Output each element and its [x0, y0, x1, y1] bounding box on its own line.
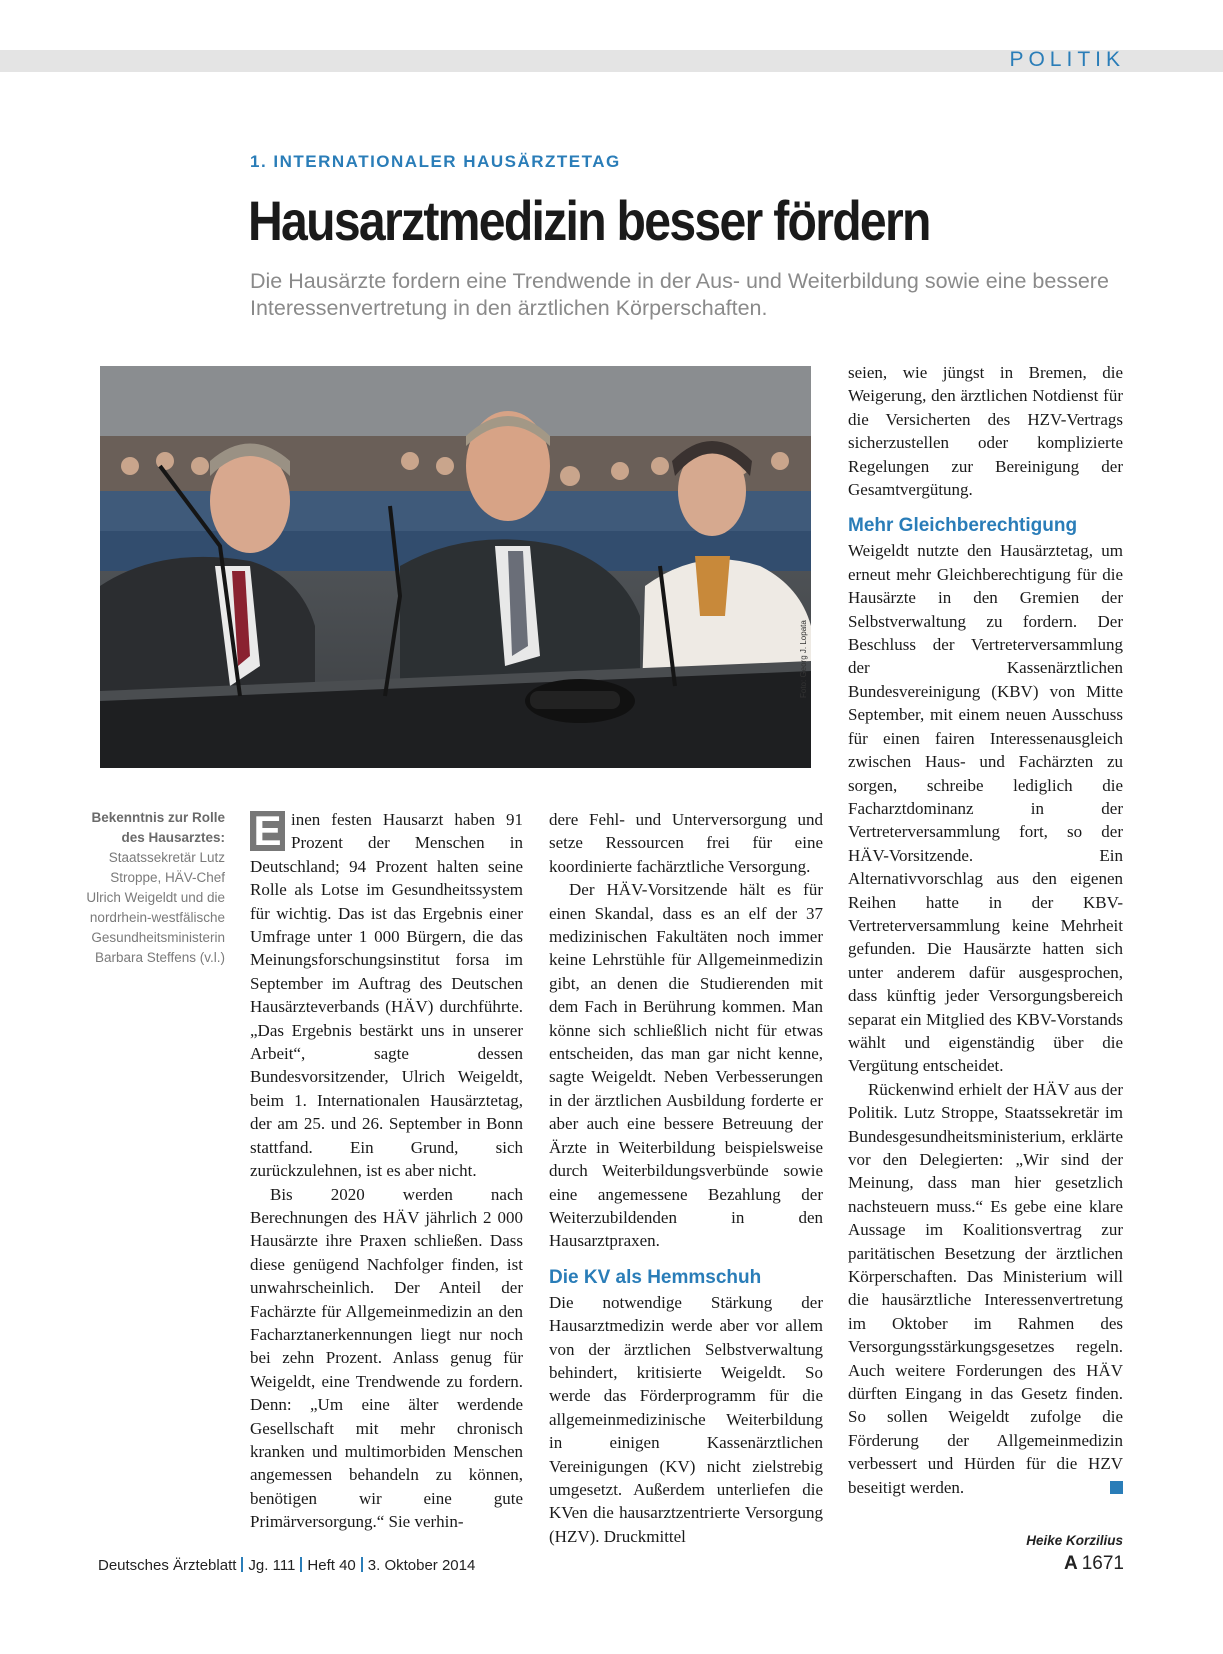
column-2	[549, 808, 823, 1548]
paragraph: dere Fehl- und Unterversorgung und setze Ressourcen frei für eine koordinierte fachärztliche Versorgung.	[549, 810, 823, 876]
caption-text: Staatssekretär Lutz Stroppe, HÄV-Chef Ulrich Weigeldt und die nordrhein-westfälische Gesundheitsministerin Barbara Steffens (v.l.)	[86, 850, 225, 965]
journal-name: Deutsches Ärzteblatt	[98, 1557, 237, 1574]
page-prefix: A	[1063, 1553, 1078, 1574]
subheading: Die KV als Hemmschuh	[549, 1266, 762, 1288]
date: 3. Oktober 2014	[367, 1557, 476, 1574]
paragraph: seien, wie jüngst in Bremen, die Weigerung, den ärztlichen Notdienst für die Versicherten des HZV-Vertrags sicherzustellen oder komplizierte Regelungen zur Bereinigung der Gesamtvergütung.	[848, 363, 1123, 500]
end-mark-icon	[1110, 1481, 1123, 1494]
section-label: POLITIK	[1009, 48, 1125, 71]
footer	[98, 1557, 475, 1574]
photo-credit: Foto: Georg J. Lopata	[799, 620, 808, 698]
article-lead: Die Hausärzte fordern eine Trendwende in der Aus- und Weiterbildung sowie eine bessere Interessenvertretung in den ärztlichen Körperschaften.	[250, 269, 1109, 320]
article-title: Hausarztmedizin besser fördern	[248, 189, 930, 252]
photo-illustration	[100, 366, 811, 768]
separator	[361, 1557, 363, 1572]
article-kicker: 1. INTERNATIONALER HAUSÄRZTETAG	[250, 152, 621, 171]
paragraph: Der HÄV-Vorsitzende hält es für einen Skandal, dass es an elf der 37 medizinischen Fakultäten noch immer keine Lehrstühle für Allgemeinmedizin gibt, an denen die Studierenden mit dem Fach in Berührung kommen. Man könne sich schließlich nicht für etwas entscheiden, das man gar nicht kenne, sagte Weigeldt. Neben Verbesserungen in der ärztlichen Ausbildung forderte er aber auch eine bessere Betreuung der Ärzte in Weiterbildung beispielsweise durch Weiterbildungsverbünde sowie eine angemessene Bezahlung der Weiterzubildenden in den Hausarztpraxen.	[549, 880, 823, 1251]
column-1	[250, 808, 523, 1534]
paragraph-text: inen festen Hausarzt haben 91 Prozent der Menschen in Deutschland; 94 Prozent halten seine Rolle als Lotse im Gesundheitssystem für wichtig. Das ist das Ergebnis einer Umfrage unter 1 000 Bürgern, die das Meinungsforschungsinstitut forsa im September im Auftrag des Deutschen Hausärzteverbands (HÄV) durchführte. „Das Ergebnis bestärkt uns in unserer Arbeit“, sagte dessen Bundesvorsitzender, Ulrich Weigeldt, beim 1. Internationalen Hausärztetag, der am 25. und 26. September in Bonn stattfand. Ein Grund, sich zurückzulehnen, ist es aber nicht.	[250, 810, 523, 1181]
paragraph-text: Rückenwind erhielt der HÄV aus der Politik. Lutz Stroppe, Staatssekretär im Bundesgesundheitsministerium, erklärte vor den Delegierten: „Wir sind der Meinung, dass man hier gesetzlich nachsteuern muss.“ Es gebe eine klare Aussage im Koalitionsvertrag zur paritätischen Besetzung der ärztlichen Körperschaften. Das Ministerium will die hausärztliche Interessenvertretung im Oktober im Rahmen des Versorgungsstärkungsgesetzes regeln. Auch weitere Forderungen des HÄV dürften Eingang in das Gesetz finden. So sollen Weigeldt zufolge die Förderung der Allgemeinmedizin verbessert und Hürden für die HZV beseitigt werden.	[848, 1079, 1123, 1497]
page-number-value: 1671	[1081, 1553, 1124, 1574]
column-3	[848, 361, 1123, 1499]
author-name: Heike Korzilius	[1026, 1533, 1123, 1548]
page-number	[1064, 1553, 1124, 1575]
dropcap: E	[250, 811, 285, 851]
paragraph: Weigeldt nutzte den Hausärztetag, um erneut mehr Gleichberechtigung für die Hausärzte in den Gremien der Selbstverwaltung zu fordern. Der Beschluss der Vertreterversammlung der Kassenärztlichen Bundesvereinigung (KBV) von Mitte September, mit einem neuen Ausschuss für einen fairen Interessenausgleich zwischen Haus- und Fachärzten zu sorgen, schreibe lediglich die Facharztdominanz in der Vertreterversammlung fort, so der HÄV-Vorsitzende. Ein Alternativvorschlag aus den eigenen Reihen hatte in der KBV-Vertreterversammlung keine Mehrheit gefunden. Die Hausärzte hatten sich unter anderem dafür ausgesprochen, dass künftig jeder Versorgungsbereich separat ein Mitglied des KBV-Vorstands wählt und eigenständig über die Vergütung entscheidet.	[848, 541, 1123, 1076]
issue: Heft 40	[307, 1557, 356, 1574]
separator	[300, 1557, 302, 1572]
article-photo	[100, 366, 811, 768]
paragraph	[250, 808, 523, 1183]
separator	[241, 1557, 243, 1572]
volume: Jg. 111	[248, 1557, 296, 1574]
paragraph	[848, 1078, 1123, 1499]
photo-caption	[80, 808, 225, 968]
paragraph: Die notwendige Stärkung der Hausarztmedizin werde aber vor allem von der ärztlichen Selbstverwaltung behindert, kritisierte Weigeldt. So werde das Förderprogramm für die allgemeinmedizinische Weiterbildung in einigen Kassenärztlichen Vereinigungen (KV) nicht zielstrebig umgesetzt. Außerdem unterliefen die KVen die hausarztzentrierte Versorgung (HZV). Druckmittel	[549, 1292, 823, 1546]
caption-bold: Bekenntnis zur Rolle des Hausarztes:	[91, 810, 225, 845]
paragraph: Bis 2020 werden nach Berechnungen des HÄV jährlich 2 000 Hausärzte ihre Praxen schließen. Dass diese genügend Nachfolger finden, ist unwahrscheinlich. Der Anteil der Fachärzte für Allgemeinmedizin an den Facharztanerkennungen liegt nur noch bei zehn Prozent. Anlass genug für Weigeldt, eine Trendwende zu fordern. Denn: „Um eine älter werdende Gesellschaft mit mehr chronisch kranken und multimorbiden Menschen angemessen behandeln zu können, benötigen wir eine gute Primärversorgung.“ Sie verhin-	[250, 1184, 523, 1532]
subheading: Mehr Gleichberechtigung	[848, 515, 1078, 537]
